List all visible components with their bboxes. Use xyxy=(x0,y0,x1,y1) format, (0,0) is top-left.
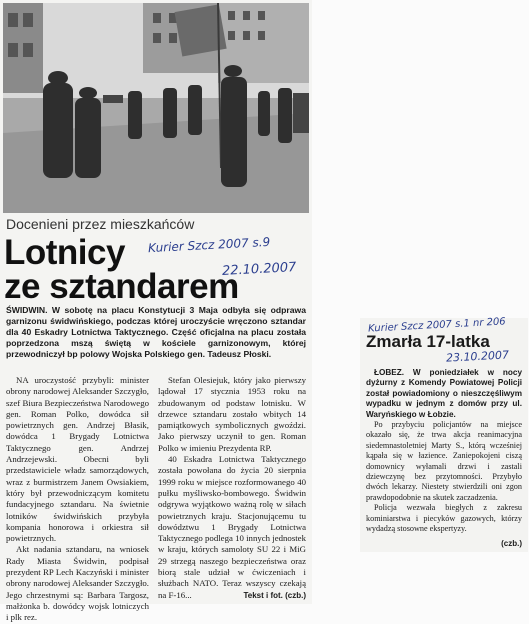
ceremony-photo-illustration xyxy=(3,3,309,213)
article-kicker: Docenieni przez mieszkańców xyxy=(6,216,195,232)
paragraph: Akt nadania sztandaru, na wniosek Rady Miasta Świdwin, podpisał prezydent RP Lech Kaczyński i minister obrony narodowej Aleksander Szczygło. Jego chrzestnymi są: Barbara Targosz, małżonka b. dowódcy wojsk lotniczych i plk rez. xyxy=(6,544,149,623)
article-credit: (czb.) xyxy=(501,539,522,548)
headline-line-2: ze sztandarem xyxy=(4,267,239,306)
paragraph: Policja wezwała biegłych z zakresu kominiarstwa i piecyków gazowych, którzy wydadzą stosowne ekspertyzy. xyxy=(366,503,522,534)
article-lead: ŁOBEZ. W poniedziałek w nocy dyżurny z Komendy Powiatowej Policji został powiadomiony o nieszczęśliwym wypadku w jednym z domów przy ul. Waryńskiego w Łobzie. xyxy=(366,368,522,419)
article-column-2 xyxy=(158,375,306,601)
paragraph: NA uroczystość przybyli: minister obrony narodowej Aleksander Szczygło, szef Biura Bezpieczeństwa Narodowego gen. Roman Polko, dowódca sił powietrznych gen. Andrzej Błasik, dowódca 1 Brygady Lotnictwa Taktycznego gen. Andrzej Andrzejewski. Obecni byli przedstawiciele władz samorządowych, wraz z burmistrzem Janem Owsiakiem, który był przewodniczącym komitetu fundacyjnego sztandaru. Na świetnie lotników świdwińskich przybyła kompania honorowa i orkiestra sił powietrznych. xyxy=(6,375,149,544)
article-body xyxy=(366,368,522,535)
paragraph: Po przybyciu policjantów na miejsce okazało się, że trwa akcja reanimacyjna siedemnastoletniej Marty S., którą wcześniej kąpała się w łazience. Zaniepokojeni ciszą domownicy wyłamali drzwi i zastali dziewczynę bez przytomności. Przybyło dwóch lekarzy. Niestety stwierdzili oni zgon prawdopodobnie na skutek zaczadzenia. xyxy=(366,420,522,502)
handwritten-date-note: 23.10.2007 xyxy=(445,348,510,365)
handwritten-date-note: 22.10.2007 xyxy=(221,260,297,279)
article-headline: Zmarła 17-latka xyxy=(366,332,490,351)
headline-line-1: Lotnicy xyxy=(4,233,125,272)
handwritten-source-note: Kurier Szcz 2007 s.9 xyxy=(147,234,271,256)
article-credit: Tekst i fot. (czb.) xyxy=(243,591,306,600)
handwritten-source-note: Kurier Szcz 2007 s.1 nr 206 xyxy=(367,316,506,335)
newspaper-clipping-zmarla xyxy=(360,318,528,552)
article-lead: ŚWIDWIN. W sobotę na placu Konstytucji 3 Maja odbyła się odprawa garnizonu świdwińskiego, podczas której uroczyście wręczono sztandar dla 40 Eskadry Lotnictwa Taktycznego. Część oficjalna na placu została poprzedzona mszą świętą w kościele garnizonowym, której przewodniczył bp polowy Wojska Polskiego gen. Tadeusz Płoski. xyxy=(6,305,306,359)
ceremony-photo xyxy=(3,3,309,213)
paragraph: 40 Eskadra Lotnictwa Taktycznego została powołana do życia 20 sierpnia 1999 roku w miejsce rozformowanego 40 pułku myśliwsko-bombowego. Świdwin odgrywa wyjątkowo ważną rolę w siłach powietrznych kraju. Stacjonującemu tu dowództwu 1 Brygady Lotnictwa Taktycznego podlega 10 innych jednostek w kraju, których samoloty SU 22 i MiG 29 strzegą naszego bezpieczeństwa oraz biorą stale udział w ćwiczeniach i służbach NATO. Teraz wszyscy czekają na F-16... xyxy=(158,454,306,600)
paragraph: Stefan Olesiejuk, który jako pierwszy lądował 17 stycznia 1953 roku na zbudowanym od podstaw lotnisku. W drzewce sztandaru zostało wbitych 14 pamiątkowych symbolicznych gwoździ. Jako pierwszy uczynił to gen. Roman Polko w imieniu Prezydenta RP. xyxy=(158,375,306,453)
article-column-1 xyxy=(6,375,149,624)
